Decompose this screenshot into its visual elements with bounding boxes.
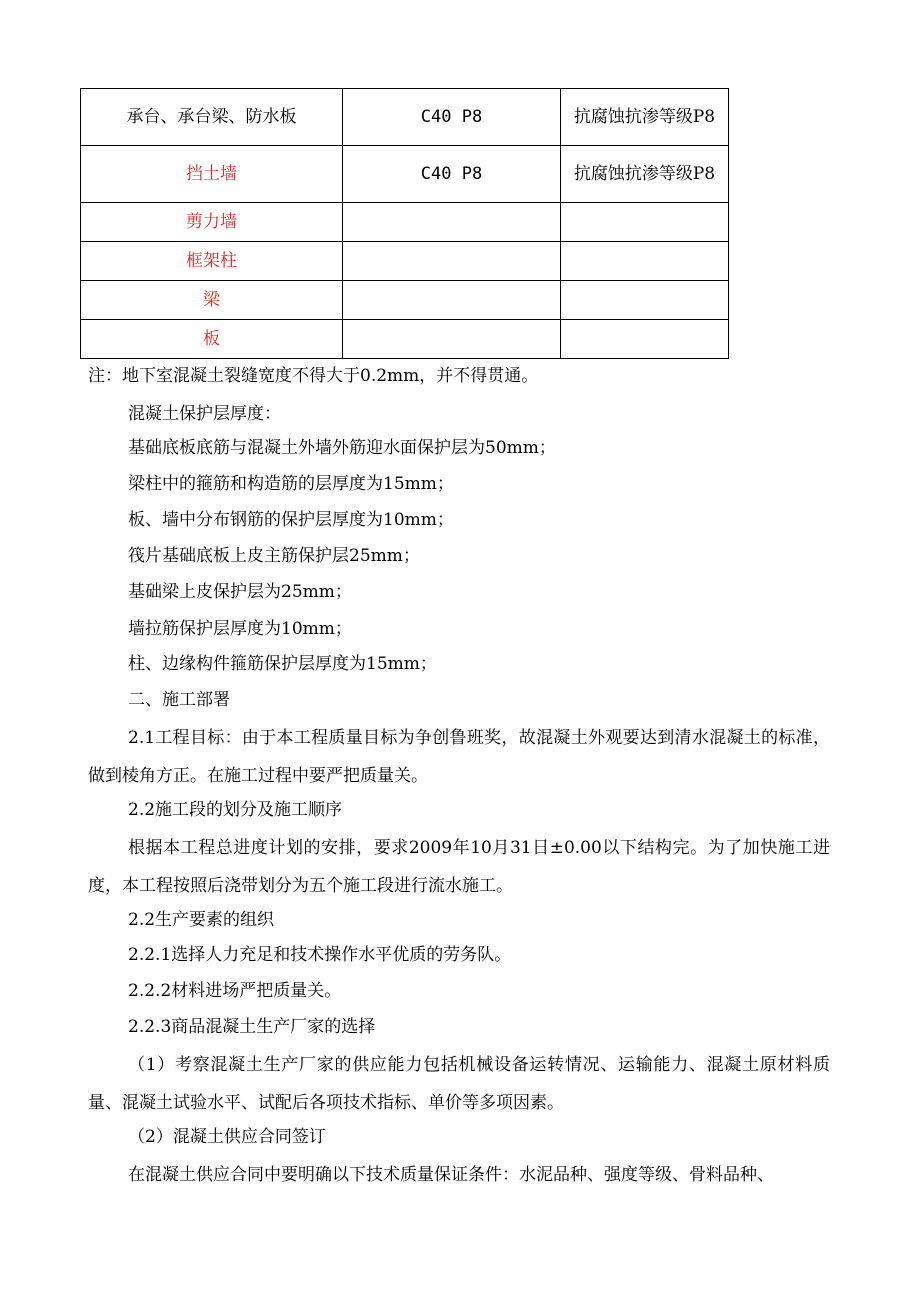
concrete-spec-table xyxy=(80,88,729,359)
section-title: 二、施工部署 xyxy=(128,690,230,710)
requirement-cell xyxy=(561,242,729,281)
requirement-cell: 抗腐蚀抗渗等级P8 xyxy=(561,89,729,146)
concrete-grade-cell: C40 P8 xyxy=(343,89,561,146)
component-cell: 剪力墙 xyxy=(81,203,343,242)
table-row xyxy=(81,146,729,203)
requirement-cell xyxy=(561,320,729,359)
table-row xyxy=(81,320,729,359)
contract-title: （2）混凝土供应合同签订 xyxy=(128,1127,326,1147)
concrete-grade-cell xyxy=(343,281,561,320)
subsection-title: 2.2施工段的划分及施工顺序 xyxy=(128,800,343,820)
table-row xyxy=(81,203,729,242)
component-cell: 板 xyxy=(81,320,343,359)
factor-item: 2.2.1选择人力充足和技术操作水平优质的劳务队。 xyxy=(128,945,512,965)
component-cell: 挡土墙 xyxy=(81,146,343,203)
component-cell: 承台、承台梁、防水板 xyxy=(81,89,343,146)
goal-paragraph: 2.1工程目标：由于本工程质量目标为争创鲁班奖，故混凝土外观要达到清水混凝土的标准，做到棱角方正。在施工过程中要严把质量关。 xyxy=(88,728,830,786)
requirement-cell xyxy=(561,281,729,320)
supplier-paragraph: （1）考察混凝土生产厂家的供应能力包括机械设备运转情况、运输能力、混凝土原材料质量、混凝土试验水平、试配后各项技术指标、单价等多项因素。 xyxy=(88,1055,830,1113)
table-note: 注：地下室混凝土裂缝宽度不得大于0.2mm，并不得贯通。 xyxy=(88,366,539,386)
table-row xyxy=(81,242,729,281)
concrete-grade-cell xyxy=(343,320,561,359)
cover-item: 梁柱中的箍筋和构造筋的层厚度为15mm； xyxy=(128,474,454,494)
contract-paragraph: 在混凝土供应合同中要明确以下技术质量保证条件：水泥品种、强度等级、骨料品种、 xyxy=(128,1165,774,1185)
cover-item: 墙拉筋保护层厚度为10mm； xyxy=(128,619,352,639)
component-cell: 框架柱 xyxy=(81,242,343,281)
concrete-grade-cell xyxy=(343,203,561,242)
subsection-title: 2.2生产要素的组织 xyxy=(128,910,275,930)
concrete-grade-cell xyxy=(343,242,561,281)
cover-item: 筏片基础底板上皮主筋保护层25mm； xyxy=(128,546,420,566)
factor-item: 2.2.2材料进场严把质量关。 xyxy=(128,981,342,1001)
cover-item: 柱、边缘构件箍筋保护层厚度为15mm； xyxy=(128,654,437,674)
requirement-cell xyxy=(561,203,729,242)
concrete-grade-cell: C40 P8 xyxy=(343,146,561,203)
factor-item: 2.2.3商品混凝土生产厂家的选择 xyxy=(128,1017,376,1037)
cover-item: 板、墙中分布钢筋的保护层厚度为10mm； xyxy=(128,510,454,530)
component-cell: 梁 xyxy=(81,281,343,320)
requirement-cell: 抗腐蚀抗渗等级P8 xyxy=(561,146,729,203)
table-row xyxy=(81,281,729,320)
division-paragraph: 根据本工程总进度计划的安排，要求2009年10月31日±0.00以下结构完。为了加快施工进度，本工程按照后浇带划分为五个施工段进行流水施工。 xyxy=(88,838,830,896)
table-row xyxy=(81,89,729,146)
cover-heading: 混凝土保护层厚度： xyxy=(128,404,281,424)
cover-item: 基础梁上皮保护层为25mm； xyxy=(128,582,352,602)
cover-item: 基础底板底筋与混凝土外墙外筋迎水面保护层为50mm； xyxy=(128,438,556,458)
